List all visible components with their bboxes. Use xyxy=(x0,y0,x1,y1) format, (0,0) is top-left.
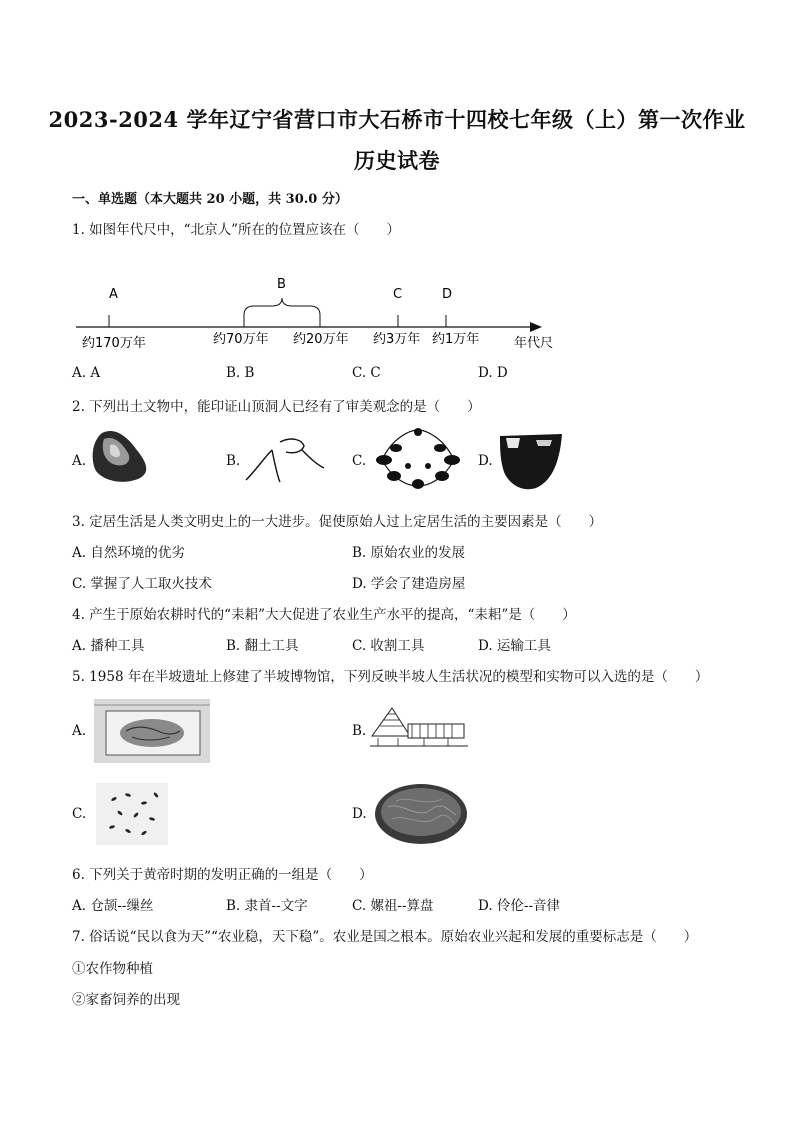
q1-option-b: B. B xyxy=(226,365,255,381)
q1-option-a: A. A xyxy=(72,365,101,381)
exam-title-line1: 2023-2024 学年辽宁省营口市大石桥市十四校七年级（上）第一次作业 xyxy=(48,107,746,132)
timeline-letter-d: D xyxy=(442,287,453,302)
q5-option-b: B. xyxy=(352,723,367,739)
q6-stem: 6. 下列关于黄帝时期的发明正确的一组是（ ） xyxy=(72,867,373,883)
q5-stem: 5. 1958 年在半坡遗址上修建了半坡博物馆，下列反映半坡人生活状况的模型和实物可以入选的是（ ） xyxy=(72,669,709,685)
timeline-tick-label: 约3万年 xyxy=(373,332,421,347)
timeline-tick-label: 约1万年 xyxy=(432,332,480,347)
timeline-letter-a: A xyxy=(109,287,118,302)
q3-option-c: C. 掌握了人工取火技术 xyxy=(72,576,212,592)
q6-option-b: B. 隶首--文字 xyxy=(226,898,308,914)
q5-option-c: C. xyxy=(72,806,87,822)
q3-stem: 3. 定居生活是人类文明史上的一大进步。促使原始人过上定居生活的主要因素是（ ） xyxy=(72,514,603,530)
stilt-house-image xyxy=(368,702,472,754)
timeline-arrow xyxy=(530,322,542,332)
q7-stem: 7. 俗话说“民以食为天”“农业稳，天下稳”。农业是国之根本。原始农业兴起和发展的重要标志是（ ） xyxy=(72,929,698,945)
woven-basin-image xyxy=(372,781,470,847)
exam-title-line2: 历史试卷 xyxy=(354,148,440,173)
q1-option-c: C. C xyxy=(352,365,381,381)
q3-option-b: B. 原始农业的发展 xyxy=(352,545,466,561)
q1-option-d: D. D xyxy=(478,365,508,381)
q6-option-c: C. 嫘祖--算盘 xyxy=(352,898,434,914)
q7-item-2: ②家畜饲养的出现 xyxy=(72,992,180,1008)
q3-option-d: D. 学会了建造房屋 xyxy=(352,576,466,592)
q1-stem: 1. 如图年代尺中，“北京人”所在的位置应该在（ ） xyxy=(72,222,400,238)
q4-option-d: D. 运输工具 xyxy=(478,638,551,654)
q4-option-b: B. 翻土工具 xyxy=(226,638,299,654)
timeline-figure xyxy=(70,270,570,354)
timeline-tick-label: 约20万年 xyxy=(293,332,349,347)
q2-option-d: D. xyxy=(478,453,493,469)
timeline-letter-b: B xyxy=(277,277,286,292)
q6-option-a: A. 仓颉--缫丝 xyxy=(72,898,154,914)
rice-grains-image xyxy=(94,781,170,847)
burial-pit-image xyxy=(92,697,212,765)
q4-stem: 4. 产生于原始农耕时代的“耒耜”大大促进了农业生产水平的提高，“耒耜”是（ ） xyxy=(72,607,576,623)
q2-option-a: A. xyxy=(72,453,87,469)
q4-option-a: A. 播种工具 xyxy=(72,638,145,654)
ornament-necklace-image xyxy=(370,426,466,492)
timeline-brace xyxy=(244,298,320,315)
stone-artifact-image xyxy=(88,425,154,485)
section-heading: 一、单选题（本大题共 20 小题，共 30.0 分） xyxy=(72,192,348,207)
q3-option-a: A. 自然环境的优劣 xyxy=(72,545,185,561)
q6-option-d: D. 伶伦--音律 xyxy=(478,898,561,914)
q5-option-d: D. xyxy=(352,806,367,822)
q4-option-c: C. 收割工具 xyxy=(352,638,425,654)
bone-needle-image xyxy=(242,430,326,486)
pottery-image xyxy=(496,428,566,494)
timeline-tick-label: 约170万年 xyxy=(82,336,146,351)
q2-stem: 2. 下列出土文物中，能印证山顶洞人已经有了审美观念的是（ ） xyxy=(72,399,481,415)
q2-option-b: B. xyxy=(226,453,241,469)
timeline-letter-c: C xyxy=(393,287,403,302)
timeline-tick-label: 约70万年 xyxy=(213,332,269,347)
q7-item-1: ①农作物种植 xyxy=(72,961,153,977)
q5-option-a: A. xyxy=(72,723,87,739)
timeline-axis-label: 年代尺 xyxy=(514,336,554,351)
q2-option-c: C. xyxy=(352,453,367,469)
